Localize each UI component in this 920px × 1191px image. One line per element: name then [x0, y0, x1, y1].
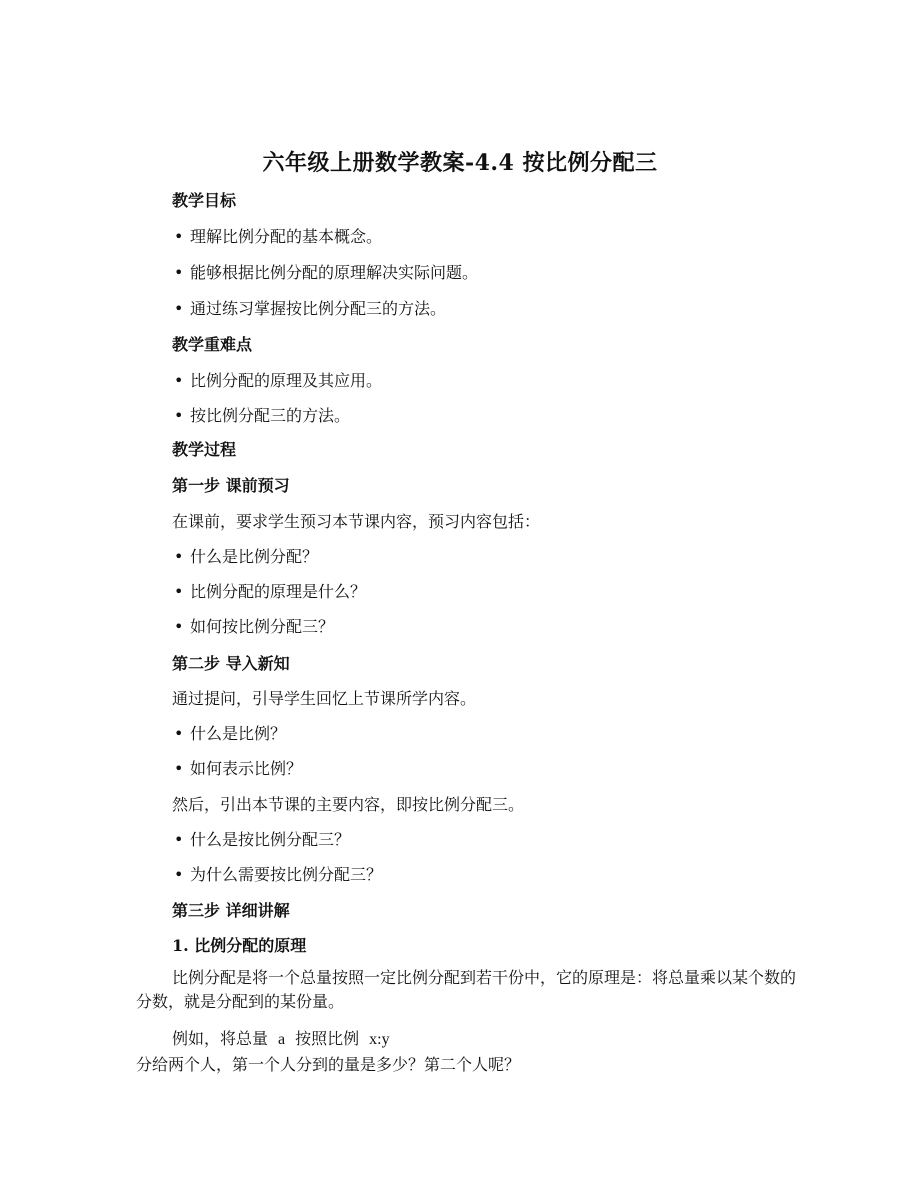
process-heading: 教学过程 [172, 440, 237, 459]
bullet-icon: • [174, 299, 184, 318]
list-item: • 比例分配的原理是什么？ [174, 582, 367, 601]
bullet-icon: • [174, 227, 184, 246]
list-item: • 什么是按比例分配三？ [174, 830, 351, 849]
subsection-heading: 1. 比例分配的原理 [172, 936, 307, 955]
bullet-icon: • [174, 547, 184, 566]
step1-intro: 在课前，要求学生预习本节课内容，预习内容包括： [172, 512, 541, 531]
bullet-icon: • [174, 759, 184, 778]
list-item: • 为什么需要按比例分配三？ [174, 865, 383, 884]
step2-intro: 通过提问，引导学生回忆上节课所学内容。 [172, 689, 477, 708]
step2-then: 然后，引出本节课的主要内容，即按比例分配三。 [172, 795, 525, 814]
list-item: • 理解比例分配的基本概念。 [174, 227, 383, 246]
math-variable: a [278, 1031, 286, 1048]
math-ratio: x:y [369, 1031, 390, 1048]
step1-heading: 第一步 课前预习 [172, 476, 290, 495]
list-item: • 什么是比例？ [174, 724, 287, 743]
example-line: 例如，将总量 a 按照比例 x:y [172, 1029, 390, 1048]
step2-heading: 第二步 导入新知 [172, 654, 290, 673]
key-points-heading: 教学重难点 [172, 335, 253, 354]
list-item: • 能够根据比例分配的原理解决实际问题。 [174, 263, 479, 282]
list-item: • 什么是比例分配？ [174, 547, 319, 566]
list-item: • 如何表示比例？ [174, 759, 303, 778]
list-item: • 按比例分配三的方法。 [174, 406, 351, 425]
bullet-icon: • [174, 371, 184, 390]
bullet-icon: • [174, 865, 184, 884]
list-item: • 通过练习掌握按比例分配三的方法。 [174, 299, 447, 318]
bullet-icon: • [174, 830, 184, 849]
bullet-icon: • [174, 263, 184, 282]
example-line-2: 分给两个人，第一个人分到的量是多少？第二个人呢？ [136, 1055, 521, 1074]
principle-paragraph: 比例分配是将一个总量按照一定比例分配到若干份中，它的原理是：将总量乘以某个数的分数，就是分配到的某份量。 [136, 968, 797, 1011]
bullet-icon: • [174, 724, 184, 743]
step3-heading: 第三步 详细讲解 [172, 901, 290, 920]
list-item: • 比例分配的原理及其应用。 [174, 371, 383, 390]
bullet-icon: • [174, 617, 184, 636]
bullet-icon: • [174, 406, 184, 425]
bullet-icon: • [174, 582, 184, 601]
page-title: 六年级上册数学教案-4.4 按比例分配三 [262, 150, 658, 176]
goals-heading: 教学目标 [172, 191, 237, 210]
list-item: • 如何按比例分配三？ [174, 617, 335, 636]
